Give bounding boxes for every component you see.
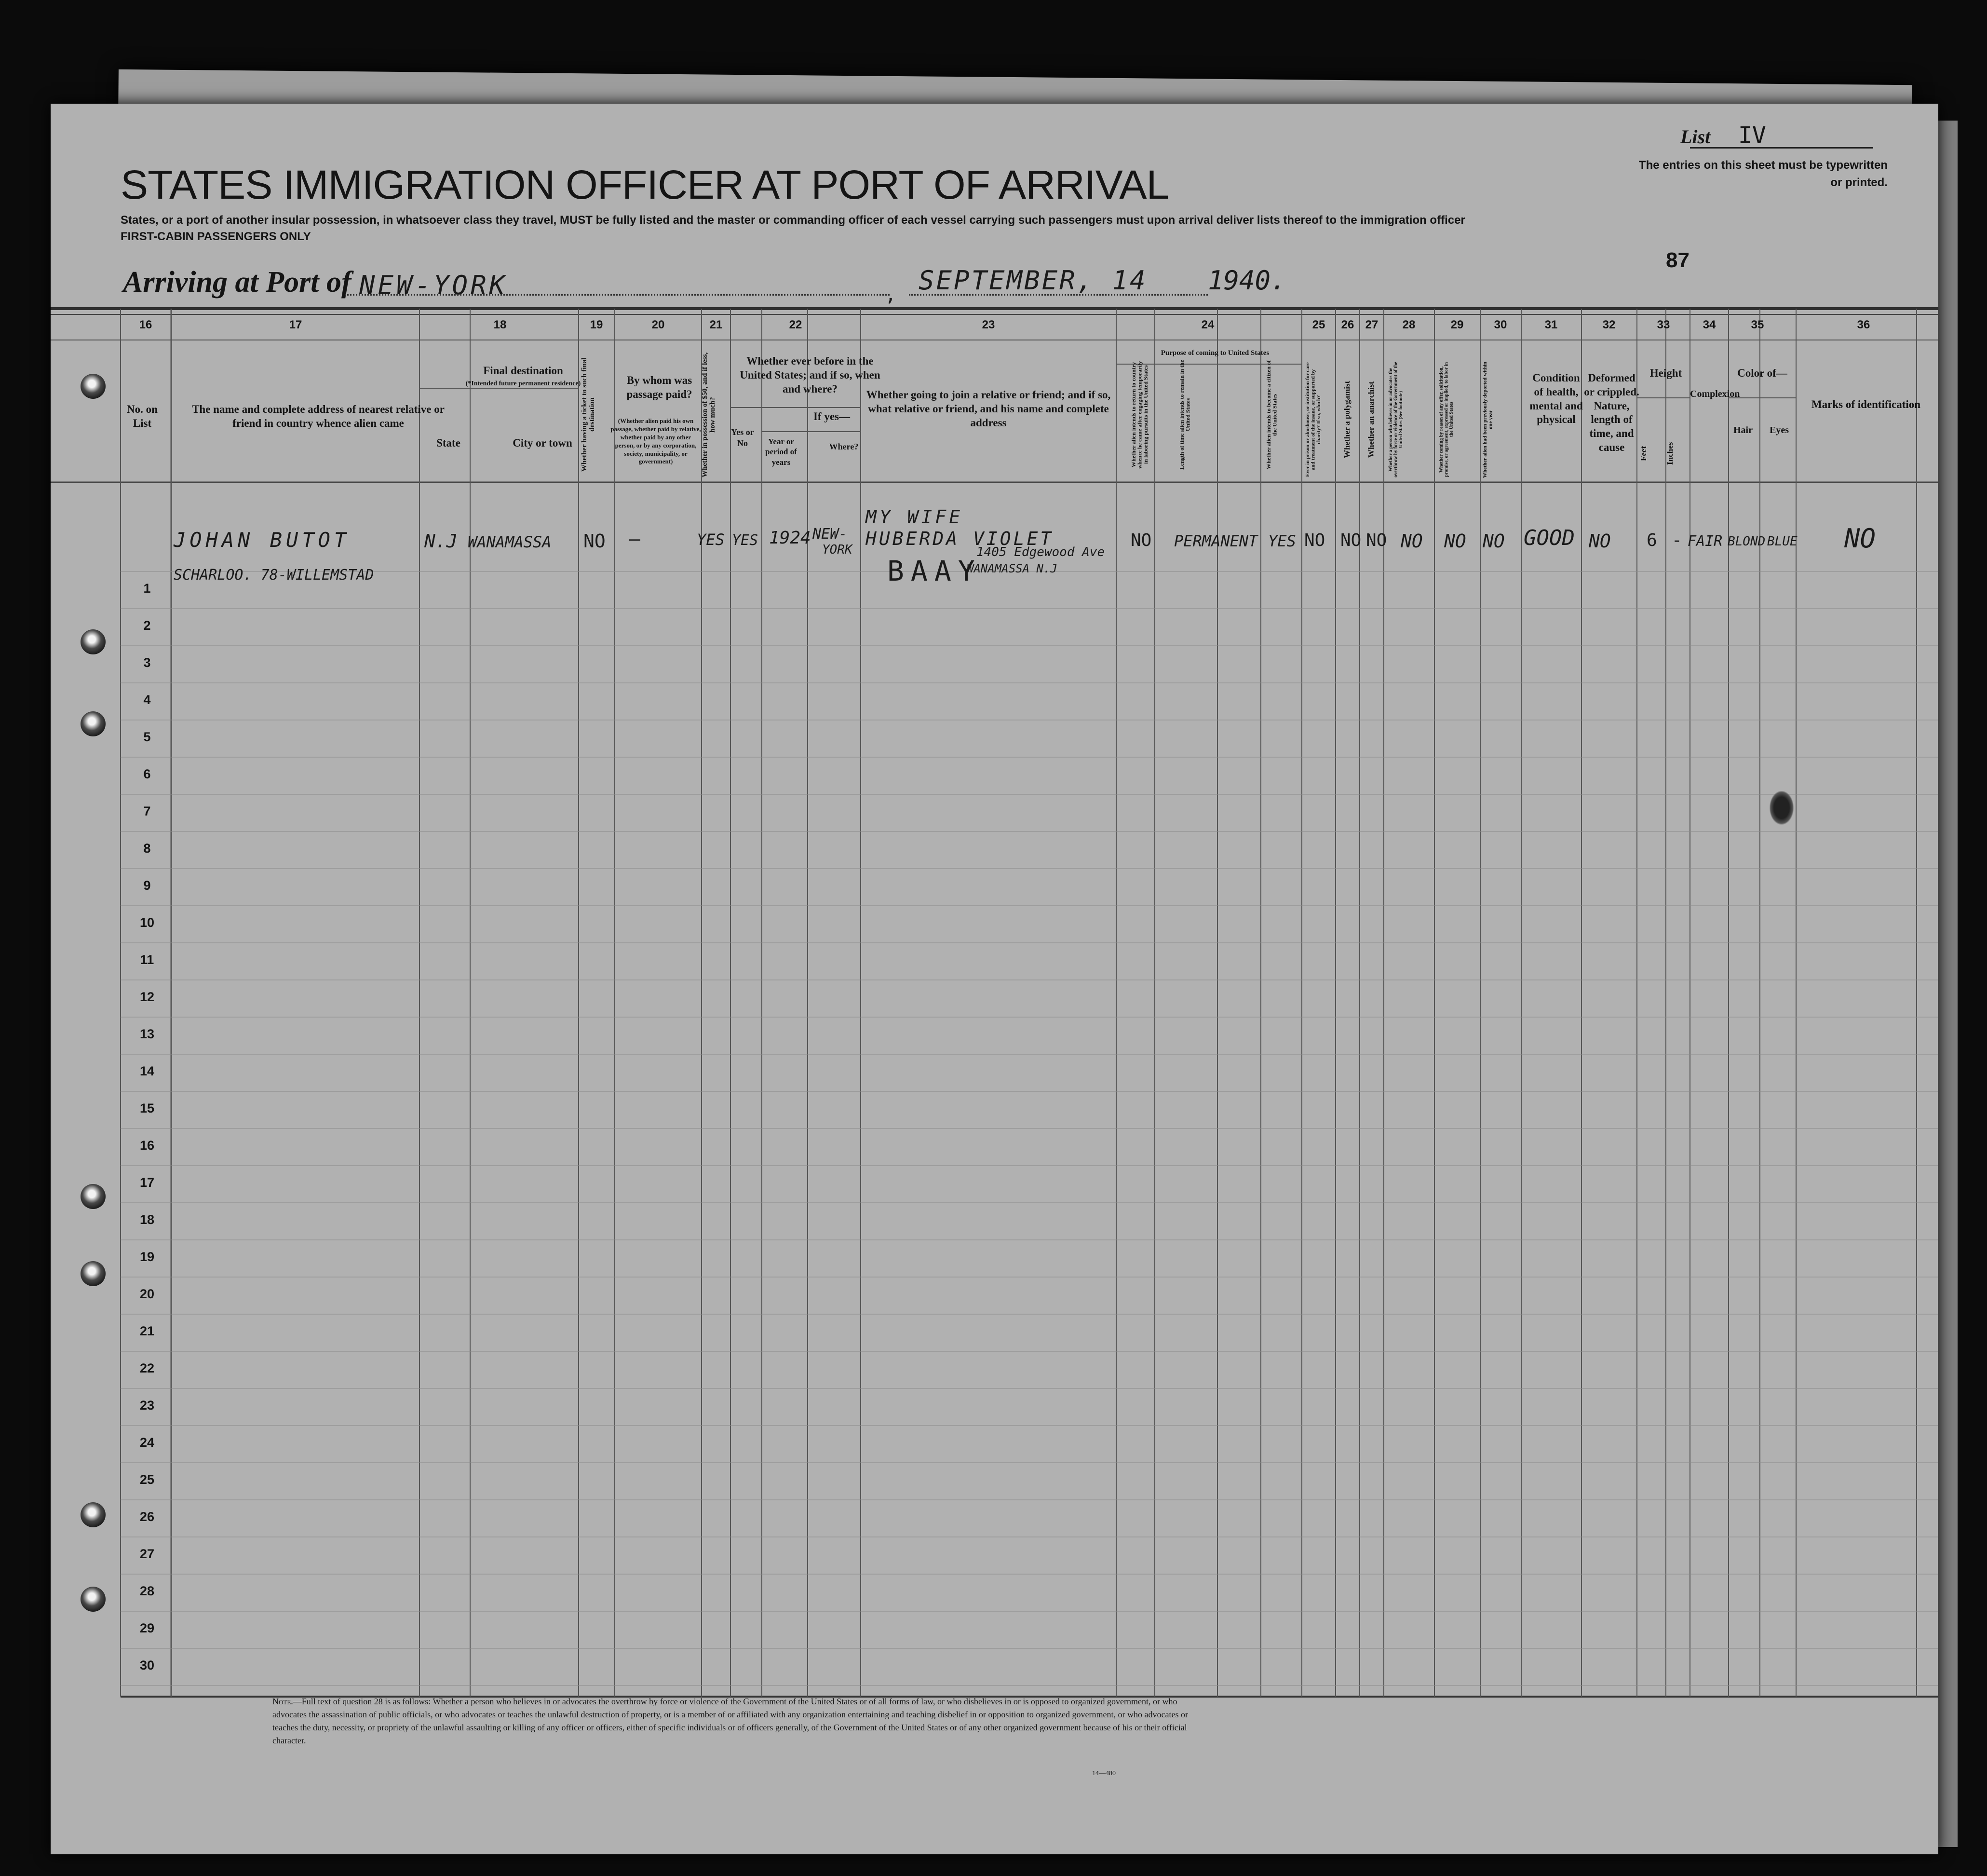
header-c22-where: Where? bbox=[829, 442, 859, 451]
header-c18-state: State bbox=[436, 437, 460, 449]
return-value: NO bbox=[1131, 530, 1152, 550]
row-number: 9 bbox=[143, 878, 151, 893]
punch-hole bbox=[81, 711, 106, 736]
subtitle-text: States, or a port of another insular possession, in whatsoever class they travel, MUST be fully listed and the master or commanding officer of each vessel carrying such passengers must upon arrival deliver lists thereof to the immigration officer bbox=[121, 214, 1465, 227]
header-c17: The name and complete address of nearest relative or friend in country whence alien came bbox=[192, 403, 445, 429]
footnote bbox=[272, 1695, 1213, 1747]
row-number: 30 bbox=[139, 1658, 155, 1672]
row-number: 7 bbox=[143, 804, 151, 818]
arriving-label: Arriving at Port of bbox=[123, 266, 351, 299]
port-value: NEW-YORK bbox=[359, 270, 508, 300]
row-number: 17 bbox=[139, 1175, 155, 1190]
header-c22-yesno: Yes or No bbox=[731, 427, 754, 448]
header-c19: Whether having a ticket to such final destination bbox=[581, 357, 596, 472]
row-number: 13 bbox=[139, 1027, 155, 1041]
row-number: 8 bbox=[143, 841, 151, 856]
column-number: 36 bbox=[1857, 318, 1870, 331]
header-c28: Whether a person who believes in or advocates the overthrow by force or violence of the Government of the United States (See footnote) bbox=[1388, 362, 1404, 477]
header-c16: No. on List bbox=[127, 403, 158, 429]
column-number: 24 bbox=[1201, 318, 1215, 331]
header-c27: Whether an anarchist bbox=[1366, 381, 1376, 458]
punch-hole bbox=[81, 1502, 106, 1527]
deported-value: NO bbox=[1483, 530, 1505, 552]
row-number: 14 bbox=[139, 1064, 155, 1078]
row-number: 20 bbox=[139, 1287, 155, 1301]
year-value: 1940. bbox=[1208, 265, 1286, 296]
row-number: 19 bbox=[139, 1250, 155, 1264]
header-c23: Whether going to join a relative or friend; and if so, what relative or friend, and his name and complete address bbox=[866, 389, 1111, 429]
form-number: 14—480 bbox=[1092, 1770, 1116, 1777]
row-number: 3 bbox=[143, 655, 151, 670]
complexion-value: FAIR bbox=[1688, 533, 1723, 550]
row-number: 1 bbox=[143, 581, 151, 596]
header-c26: Whether a polygamist bbox=[1342, 381, 1352, 459]
class-line: FIRST-CABIN PASSENGERS ONLY bbox=[121, 230, 311, 243]
health-value: GOOD bbox=[1524, 526, 1575, 550]
header-c22-year: Year or period of years bbox=[765, 437, 797, 467]
column-number: 18 bbox=[493, 318, 507, 331]
relative-address: SCHARLOO. 78-WILLEMSTAD bbox=[174, 567, 374, 584]
page-title: STATES IMMIGRATION OFFICER AT PORT OF ARRIVAL bbox=[121, 162, 1169, 207]
row-number: 28 bbox=[139, 1584, 155, 1598]
column-number: 16 bbox=[139, 318, 152, 331]
comma-1: , bbox=[885, 284, 897, 306]
row-number: 22 bbox=[139, 1361, 155, 1375]
punch-hole bbox=[81, 374, 106, 399]
overthrow-value: NO bbox=[1401, 530, 1423, 552]
header-c24-title: Purpose of coming to United States bbox=[1161, 349, 1270, 357]
list-value: IV bbox=[1738, 122, 1766, 149]
header-c32: Deformed or crippled. Nature, length of time, and cause bbox=[1584, 372, 1639, 453]
instruction-text: The entries on this sheet must be typewritten or printed. bbox=[1638, 159, 1888, 189]
header-c35-title: Color of— bbox=[1737, 367, 1787, 379]
marks-value: NO bbox=[1844, 523, 1876, 554]
header-c35-hair: Hair bbox=[1733, 425, 1753, 435]
header-c35-eyes: Eyes bbox=[1770, 425, 1789, 435]
before-year: 1924 bbox=[769, 528, 811, 548]
row-number: 18 bbox=[139, 1212, 155, 1227]
column-number: 32 bbox=[1602, 318, 1616, 331]
column-number: 33 bbox=[1657, 318, 1670, 331]
row-number: 4 bbox=[143, 693, 151, 707]
header-c22-title: Whether ever before in the United States; and if so, when and where? bbox=[740, 355, 880, 395]
anarchist-value: NO bbox=[1366, 530, 1387, 550]
column-number: 19 bbox=[590, 318, 603, 331]
manifest-page bbox=[51, 104, 1938, 1854]
column-number: 30 bbox=[1494, 318, 1507, 331]
money-value: YES bbox=[697, 530, 725, 549]
column-number: 26 bbox=[1341, 318, 1354, 331]
header-c29: Whether coming by reason of any offer, solicitation, promise, or agreement, expressed or implied, to labor in the United States bbox=[1439, 362, 1454, 477]
passage-value: — bbox=[629, 528, 640, 549]
header-c24-b: Length of time alien intends to remain in the United States bbox=[1178, 360, 1191, 470]
header-c20: By whom was passage paid? bbox=[626, 374, 692, 400]
row-number: 29 bbox=[139, 1621, 155, 1635]
row-number: 6 bbox=[143, 767, 151, 781]
list-label: List bbox=[1680, 126, 1711, 148]
destination-state: N.J bbox=[424, 530, 458, 552]
column-number: 35 bbox=[1751, 318, 1764, 331]
header-c33-inches: Inches bbox=[1665, 442, 1675, 465]
join-line-2: HUBERDA VIOLET bbox=[865, 528, 1054, 549]
join-line-1: MY WIFE bbox=[865, 506, 963, 528]
page-number: 87 bbox=[1666, 248, 1690, 272]
punch-hole bbox=[81, 629, 106, 654]
row-number: 16 bbox=[139, 1138, 155, 1153]
height-feet: 6 bbox=[1647, 530, 1657, 550]
column-number: 34 bbox=[1703, 318, 1716, 331]
column-number: 17 bbox=[289, 318, 302, 331]
footnote-text: —Full text of question 28 is as follows: Whether a person who believes in or advocates the overthrow by force or violence of the Government of the United States or of all forms of law, or who disbelieves in or is opposed to organized government, or who advocates the assassination of public officials, or who advocates or teaches the unlawful destruction of property, or is a member of or affiliated with any organization entertaining and teaching disbelief in or opposition to organized government, or who advocates or teaches the duty, necessity, or propriety of the unlawful assaulting or killing of any officer or officers, either of specific individuals or of officers generally, of the Government of the United States or of any other organized government because of his or their official character. bbox=[272, 1697, 1188, 1745]
header-c18-note: (*Intended future permanent residence) bbox=[465, 380, 581, 387]
header-c31: Condition of health, mental and physical bbox=[1529, 372, 1583, 426]
column-number: 22 bbox=[789, 318, 802, 331]
prison-value: NO bbox=[1304, 530, 1325, 550]
row-number: 27 bbox=[139, 1547, 155, 1561]
ink-blot bbox=[1770, 791, 1794, 825]
row-number: 11 bbox=[140, 952, 154, 967]
header-c33-title: Height bbox=[1649, 367, 1682, 379]
destination-city: WANAMASSA bbox=[468, 533, 552, 551]
row-number: 23 bbox=[139, 1398, 155, 1413]
row-number: 5 bbox=[143, 730, 151, 744]
labor-value: NO bbox=[1444, 530, 1466, 552]
header-c36: Marks of identification bbox=[1811, 398, 1921, 410]
hair-value: BLOND bbox=[1728, 534, 1766, 549]
row-number: 2 bbox=[143, 618, 151, 633]
before-where-1: NEW- bbox=[812, 526, 848, 543]
footnote-lead: Note. bbox=[272, 1697, 293, 1706]
row-number: 25 bbox=[139, 1472, 155, 1487]
header-c25: Ever in prison or almshouse, or institution for care and treatment of the insane, or supported by charity? If so, which? bbox=[1305, 362, 1322, 477]
join-line-3: BAAY bbox=[887, 555, 982, 587]
join-line-5: WANAMASSA N.J bbox=[967, 562, 1057, 575]
ticket-value: NO bbox=[583, 530, 606, 552]
column-number: 21 bbox=[709, 318, 723, 331]
column-number: 31 bbox=[1544, 318, 1558, 331]
date-line bbox=[909, 294, 1208, 296]
header-c33-feet: Feet bbox=[1639, 446, 1648, 461]
column-number: 28 bbox=[1402, 318, 1416, 331]
date-value: SEPTEMBER, 14 bbox=[919, 265, 1148, 296]
before-yesno: YES bbox=[732, 532, 758, 549]
relative-name: JOHAN BUTOT bbox=[174, 528, 351, 552]
header-c20-note: (Whether alien paid his own passage, whether paid by relative, whether paid by any other person, or by any corporation, society, municipality, or government) bbox=[610, 417, 701, 465]
eyes-value: BLUE bbox=[1767, 534, 1798, 549]
header-c30: Whether alien had been previously deported within one year bbox=[1482, 361, 1494, 478]
header-c21: Whether in possession of $50, and if less, how much? bbox=[701, 352, 716, 477]
header-c34: Complexion bbox=[1690, 389, 1740, 399]
column-number: 20 bbox=[651, 318, 665, 331]
row-number: 15 bbox=[139, 1101, 155, 1115]
punch-hole bbox=[81, 1587, 106, 1612]
header-c24-a: Whether alien intends to return to country whence he came after engaging temporarily in laboring pursuits in the United States bbox=[1130, 361, 1149, 469]
header-c18-title: Final destination bbox=[483, 365, 563, 377]
header-c18-city: City or town bbox=[513, 437, 572, 449]
column-number: 29 bbox=[1450, 318, 1464, 331]
row-number: 21 bbox=[139, 1324, 155, 1338]
row-number: 10 bbox=[139, 915, 155, 930]
row-number: 26 bbox=[139, 1509, 155, 1524]
join-line-4: 1405 Edgewood Ave bbox=[976, 545, 1105, 559]
column-number: 23 bbox=[982, 318, 995, 331]
polygamist-value: NO bbox=[1340, 530, 1362, 550]
header-c22-ifyes: If yes— bbox=[813, 410, 851, 422]
punch-hole bbox=[81, 1261, 106, 1286]
row-number: 12 bbox=[139, 990, 155, 1004]
column-number: 25 bbox=[1312, 318, 1325, 331]
length-value: PERMANENT bbox=[1174, 532, 1258, 550]
punch-hole bbox=[81, 1184, 106, 1209]
list-underline bbox=[1690, 147, 1873, 149]
column-number: 27 bbox=[1365, 318, 1379, 331]
height-inches: - bbox=[1672, 530, 1682, 550]
port-line bbox=[345, 294, 890, 296]
before-where-2: YORK bbox=[822, 543, 852, 557]
header-c24-c: Whether alien intends to become a citizen of the United States bbox=[1265, 360, 1278, 470]
row-number: 24 bbox=[139, 1435, 155, 1450]
citizen-value: YES bbox=[1268, 532, 1296, 550]
deformed-value: NO bbox=[1589, 530, 1611, 552]
